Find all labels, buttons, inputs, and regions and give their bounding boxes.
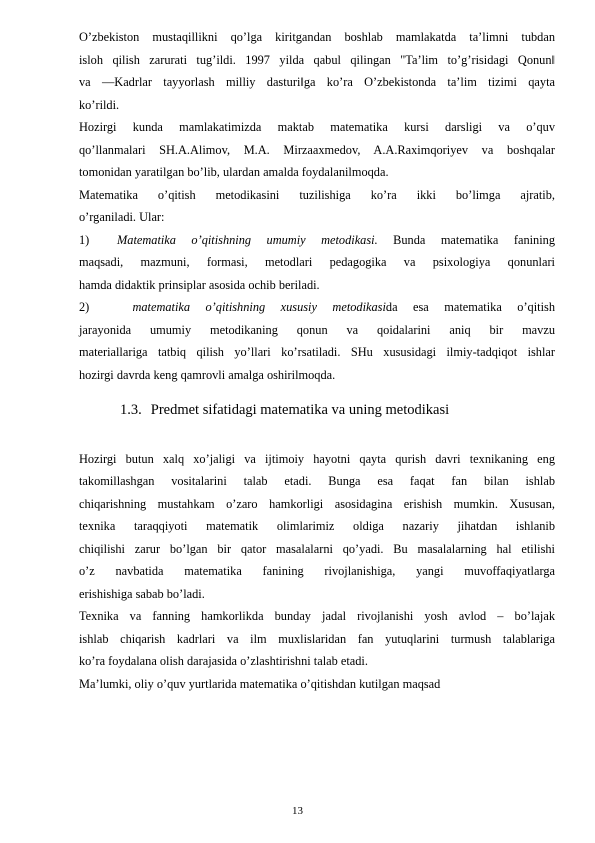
paragraph-line: materiallariga tatbiq qilish yo’llari ko’rsatiladi. SHu xususidagi ilmiy-tadqiqot ishlar xyxy=(79,345,555,359)
paragraph-line: o’rganiladi. Ular: xyxy=(79,210,165,224)
list-item-italic: matematika o’qitishning xususiy metodikasi xyxy=(117,300,386,314)
paragraph-line: O’zbekiston mustaqillikni qo’lga kiritgandan boshlab mamlakatda ta’limni tubdan xyxy=(79,30,555,44)
list-item-text: da esa matematika o’qitish xyxy=(385,300,555,314)
paragraph-line: Matematika o’qitish metodikasini tuzilishiga ko’ra ikki bo’limga ajratib, xyxy=(79,187,555,202)
section-heading xyxy=(79,399,555,422)
paragraph-line: Hozirgi butun xalq xo’jaligi va ijtimoiy hayotni qayta qurish davri texnikaning eng xyxy=(79,451,555,466)
paragraph-line: texnika taraqqiyoti matematik olimlarimiz oldiga nazariy jihatdan ishlanib xyxy=(79,519,555,533)
paragraph-line: Texnika va fanning hamkorlikda bunday jadal rivojlanishi yosh avlod – bo’lajak xyxy=(79,609,555,623)
list-item-1 xyxy=(79,229,555,252)
section-title: Predmet sifatidagi matematika va uning metodikasi xyxy=(150,402,450,418)
document-page xyxy=(79,26,555,695)
paragraph-line: tomonidan yaratilgan bo’lib, ulardan amalda foydalanilmoqda. xyxy=(79,165,389,179)
list-item-text: Bunda matematika fanining xyxy=(377,232,556,247)
list-number: 1) xyxy=(79,232,90,247)
paragraph-line: hozirgi davrda keng qamrovli amalga oshirilmoqda. xyxy=(79,367,336,382)
paragraph-line: o’z navbatida matematika fanining rivojlanishiga, yangi muvoffaqiyatlarga xyxy=(79,564,555,578)
paragraph-line: chiqilishi zarur bo’lgan bir qator masalalarni qo’yadi. Bu masalalarning hal etilishi xyxy=(79,541,555,556)
section-number: 1.3. xyxy=(120,402,142,418)
paragraph-line: ko’ra foydalana olish darajasida o’zlashtirishni talab etadi. xyxy=(79,654,368,668)
page-number: 13 xyxy=(292,805,303,817)
paragraph-line: maqsadi, mazmuni, formasi, metodlari pedagogika va psixologiya qonunlari xyxy=(79,255,555,269)
paragraph-line: qo’llanmalari SH.A.Alimov, M.A. Mirzaaxmedov, A.A.Raximqoriyev va boshqalar xyxy=(79,142,555,157)
list-number: 2) xyxy=(79,300,90,314)
paragraph-line: jarayonida umumiy metodikaning qonun va qoidalarini aniq bir mavzu xyxy=(79,322,555,337)
paragraph-line: takomillashgan vositalarini talab etadi. Bunga esa faqat fan bilan ishlab xyxy=(79,474,555,488)
paragraph-line: ko’rildi. xyxy=(79,97,120,112)
paragraph-line: Hozirgi kunda mamlakatimizda maktab matematika kursi darsligi va o’quv xyxy=(79,120,555,134)
paragraph-line: erishishiga sabab bo’ladi. xyxy=(79,586,205,601)
paragraph-line: chiqarishning mustahkam o’zaro hamkorligi asosidagina erishish mumkin. Xususan, xyxy=(79,496,555,511)
list-item-2 xyxy=(79,296,555,319)
paragraph-line: isloh qilish zarurati tug’ildi. 1997 yilda qabul qilingan "Ta’lim to’g’risidagi Qonun‖ xyxy=(79,52,555,67)
paragraph-line: ishlab chiqarish kadrlari va ilm muxlislaridan fan yutuqlarini turmush talablariga xyxy=(79,631,555,646)
paragraph-line: hamda didaktik prinsiplar asosida ochib beriladi. xyxy=(79,277,320,292)
paragraph-line: va ―Kadrlar tayyorlash milliy dasturi‖ga ko’ra O’zbekistonda ta’lim tizimi qayta xyxy=(79,75,555,89)
list-item-italic: Matematika o’qitishning umumiy metodikasi. xyxy=(117,232,378,247)
paragraph-line: Ma’lumki, oliy o’quv yurtlarida matematika o’qitishdan kutilgan maqsad xyxy=(79,676,441,691)
